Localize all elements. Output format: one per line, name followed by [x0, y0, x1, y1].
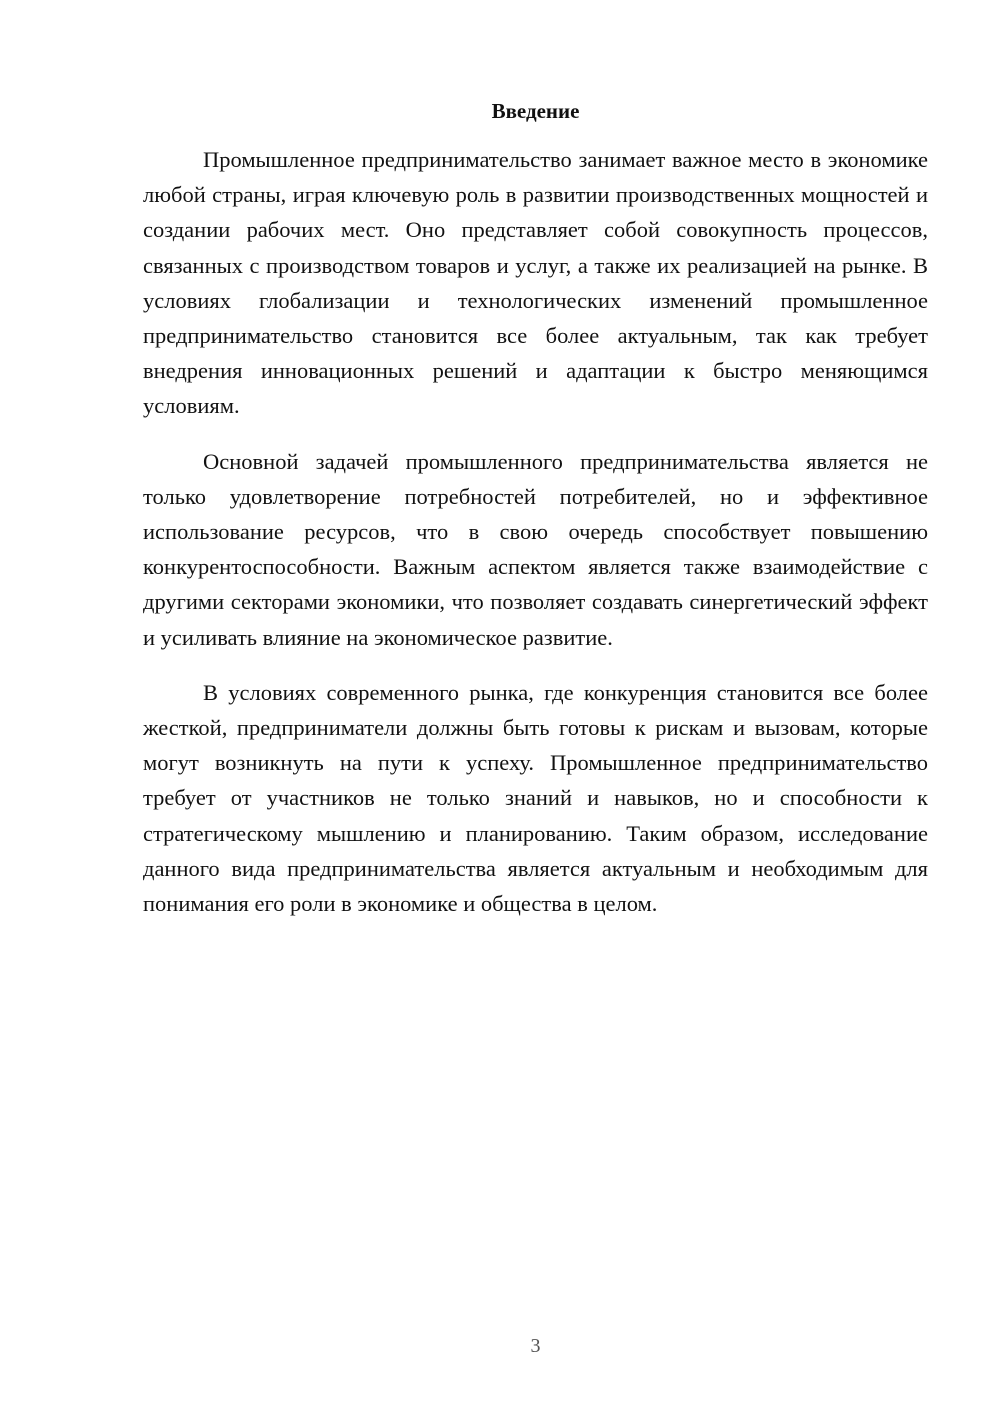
page-number: 3 — [530, 1335, 541, 1357]
paragraph-2: Основной задачей промышленного предпринимательства является не только удовлетворение потребностей потребителей, но и эффективное использование ресурсов, что в свою очередь способствует повышению конкурентоспособности. Важным аспектом является также взаимодействие с другими секторами экономики, что позволяет создавать синергетический эффект и усиливать влияние на экономическое развитие. — [143, 448, 928, 650]
body-text — [143, 142, 928, 941]
paragraph-1: Промышленное предпринимательство занимает важное место в экономике любой страны, играя ключевую роль в развитии производственных мощностей и создании рабочих мест. Оно представляет собой совокупность процессов, связанных с производством товаров и услуг, а также их реализацией на рынке. В условиях глобализации и технологических изменений промышленное предпринимательство становится все более актуальным, так как требует внедрения инновационных решений и адаптации к быстро меняющимся условиям. — [143, 147, 928, 419]
section-heading: Введение — [491, 99, 580, 123]
paragraph-3: В условиях современного рынка, где конкуренция становится все более жесткой, предприниматели должны быть готовы к рискам и вызовам, которые могут возникнуть на пути к успеху. Промышленное предпринимательство требует от участников не только знаний и навыков, но и способности к стратегическому мышлению и планированию. Таким образом, исследование данного вида предпринимательства является актуальным и необходимым для понимания его роли в экономике и общества в целом. — [143, 679, 928, 917]
